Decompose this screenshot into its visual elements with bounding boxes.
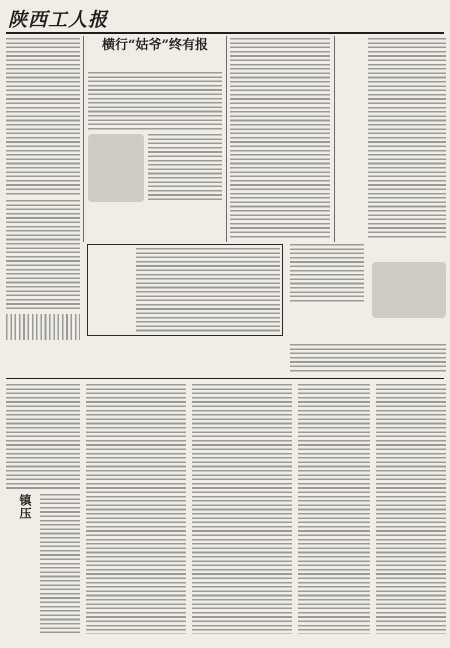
vertical-headline-aids (337, 96, 365, 216)
masthead-logo: 陕西工人报 (8, 9, 109, 31)
article-col-a-body (6, 38, 80, 196)
article-lower-b-body (86, 384, 186, 634)
article-lower-c-body (192, 384, 292, 634)
masthead-rule (6, 32, 444, 34)
subheadline-hengxing (96, 61, 214, 69)
column-divider (334, 36, 335, 242)
article-lower-a-body (6, 384, 80, 490)
article-col-e-body (368, 38, 446, 238)
article-lower-d-body (298, 384, 370, 634)
photo-block (372, 262, 446, 318)
headline-hengxing: 横行“姑爷”终有报 (102, 38, 208, 53)
article-japan-body (136, 248, 280, 332)
article-col-a-tail (6, 314, 80, 340)
section-rule (6, 378, 444, 379)
article-fruit-body (290, 344, 446, 374)
article-lower-e-body (376, 384, 446, 634)
column-divider (226, 36, 227, 242)
illustration-block (88, 134, 144, 202)
headline-fruit-research (290, 322, 446, 340)
article-hengxing-body-lower (148, 134, 222, 202)
article-col-f-body (290, 244, 364, 304)
column-divider (83, 36, 84, 242)
lower-headline-a (92, 348, 182, 360)
article-col-a-body-lower (6, 200, 80, 310)
lower-headline-b (92, 364, 182, 376)
article-hengxing-body (88, 72, 222, 130)
dateline (242, 11, 442, 25)
headline-japan (92, 248, 132, 332)
vertical-headline-zhenya: 镇压 (18, 494, 32, 520)
article-col-c-body (230, 38, 330, 238)
article-lower-a-body-2 (40, 494, 80, 634)
